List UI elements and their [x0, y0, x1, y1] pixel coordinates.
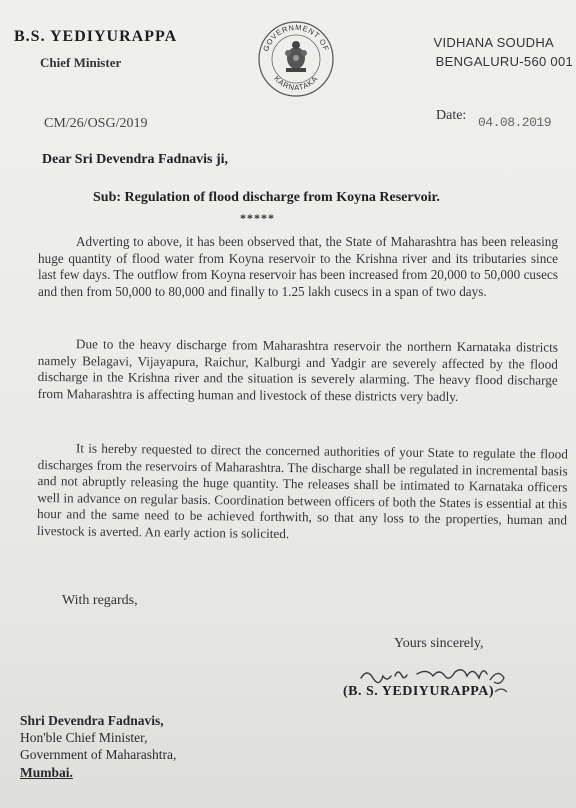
paragraph-2: [38, 336, 558, 406]
recipient-designation: Hon'ble Chief Minister,: [20, 730, 148, 745]
recipient-name: Shri Devendra Fadnavis,: [20, 713, 164, 728]
government-seal-logo: [257, 20, 335, 98]
paragraph-2-text: Due to the heavy discharge from Maharashtra reservoir the northern Karnataka districts namely Belagavi, Vijayapura, Raichur, Kalburgi and Yadgir are severely affected by the flood discharge in the Krishna river and the situation is severely alarming. The heavy flood discharge from Maharashtra is affecting human and livestock of these districts very badly.: [37, 336, 558, 404]
paragraph-3-text: It is hereby requested to direct the concerned authorities of your State to regulate the flood discharges from the reservoirs of Maharashtra. The discharge shall be regulated in incremental basis and not abruptly releasing the huge quantity. The releases shall be intimated to Karnataka officers well in advance on regular basis. Coordination between officers of both the States is essential at this hour and the same need to be achieved forthwith, so that any loss to the properties, human and livestock is averted. An early action is solicited.: [36, 440, 568, 542]
paragraph-3: [37, 440, 568, 546]
sender-name: B.S. YEDIYURAPPA: [14, 28, 178, 45]
signatory-name: (B. S. YEDIYURAPPA): [343, 684, 495, 699]
closing: With regards,: [62, 593, 138, 608]
date-value: 04.08.2019: [478, 115, 552, 130]
paragraph-1-text: Adverting to above, it has been observed that, the State of Maharashtra has been releasing huge quantity of flood water from Koyna reservoir to the Krishna river and its tributaries since last few days. The outflow from Koyna reservoir has been increased from 20,000 to 50,000 cusecs and then from 50,000 to 80,000 and finally to 1.25 lakh cusecs in a span of two days.: [38, 234, 558, 299]
address-line-2: BENGALURU-560 001: [435, 54, 573, 69]
date-label: Date:: [436, 108, 467, 123]
recipient-office: Government of Maharashtra,: [20, 747, 177, 762]
reference-number: CM/26/OSG/2019: [44, 116, 148, 131]
paragraph-1: [38, 234, 558, 300]
address-line-1: VIDHANA SOUDHA: [433, 35, 554, 50]
separator: *****: [240, 211, 275, 225]
salutation: Dear Sri Devendra Fadnavis ji,: [42, 152, 229, 167]
svg-text:KARNATAKA: KARNATAKA: [272, 74, 320, 93]
signoff: Yours sincerely,: [394, 636, 484, 651]
svg-text:GOVERNMENT OF: GOVERNMENT OF: [261, 22, 331, 53]
sender-title: Chief Minister: [40, 55, 122, 70]
subject-line: Sub: Regulation of flood discharge from Koyna Reservoir.: [93, 190, 440, 205]
recipient-city: Mumbai.: [20, 765, 73, 780]
